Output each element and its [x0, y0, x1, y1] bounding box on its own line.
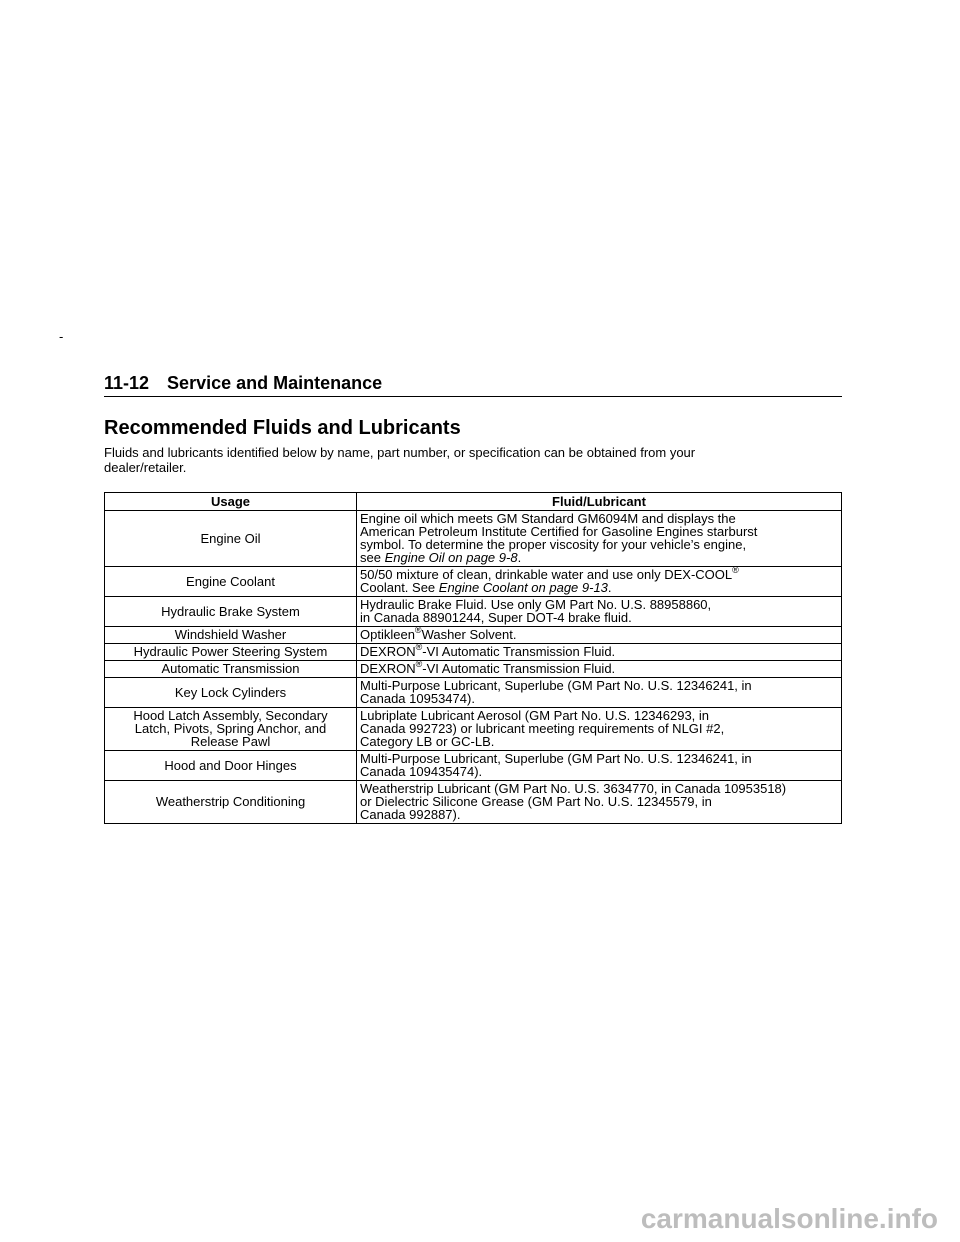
fluid-line: Multi-Purpose Lubricant, Superlube (GM Part No. U.S. 12346241, in [360, 678, 752, 693]
fluid-line [360, 641, 838, 659]
fluid-line: Multi-Purpose Lubricant, Superlube (GM Part No. U.S. 12346241, in [360, 751, 752, 766]
usage-cell: Hood and Door Hinges [105, 751, 357, 781]
see-text: see [360, 550, 385, 565]
fluid-text: Coolant. See [360, 580, 439, 595]
fluid-cell [357, 751, 842, 781]
section-title: Recommended Fluids and Lubricants [104, 417, 461, 439]
table-row [105, 751, 842, 781]
usage-cell: Automatic Transmission [105, 661, 357, 678]
fluid-line: Lubriplate Lubricant Aerosol (GM Part No. U.S. 12346293, in [360, 708, 710, 723]
usage-cell: Key Lock Cylinders [105, 678, 357, 708]
usage-cell [105, 708, 357, 751]
watermark-logo: carmanualsonline.info [640, 1203, 938, 1234]
fluid-line: in Canada 88901244, Super DOT-4 brake fluid. [360, 610, 632, 625]
intro-paragraph [104, 445, 842, 475]
usage-cell: Hydraulic Brake System [105, 597, 357, 627]
intro-line: dealer/retailer. [104, 460, 187, 475]
table-row [105, 567, 842, 597]
fluid-text: DEXRON [360, 644, 416, 659]
registered-mark: ® [732, 564, 739, 575]
period: . [607, 580, 612, 595]
fluid-line: symbol. To determine the proper viscosity for your vehicle’s engine, [360, 537, 747, 552]
usage-cell: Weatherstrip Conditioning [105, 781, 357, 824]
fluid-line [360, 551, 838, 564]
fluid-text: Washer Solvent. [421, 627, 517, 642]
table-row [105, 644, 842, 661]
fluid-cell [357, 564, 842, 597]
fluid-cell [357, 511, 842, 567]
fluid-line: Canada 992723) or lubricant meeting requirements of NLGI #2, [360, 721, 725, 736]
fluids-table [104, 492, 842, 824]
fluid-cell [357, 624, 842, 644]
fluid-line [360, 624, 838, 642]
period: . [517, 550, 522, 565]
table-row [105, 597, 842, 627]
usage-line: Release Pawl [190, 734, 271, 749]
section-name: Service and Maintenance [167, 373, 383, 393]
usage-line: Latch, Pivots, Spring Anchor, and [134, 721, 327, 736]
usage-line: Hood Latch Assembly, Secondary [133, 708, 328, 723]
fluid-text: DEXRON [360, 661, 416, 676]
usage-cell: Engine Coolant [105, 567, 357, 597]
fluid-line: Engine oil which meets GM Standard GM6094M and displays the [360, 511, 736, 526]
fluid-line [360, 581, 838, 594]
fluid-line: American Petroleum Institute Certified for Gasoline Engines starburst [360, 524, 758, 539]
usage-cell: Engine Oil [105, 511, 357, 567]
page-reference: Engine Coolant on page 9-13 [438, 580, 608, 595]
fluid-text: -VI Automatic Transmission Fluid. [422, 661, 616, 676]
table-row [105, 678, 842, 708]
table-row [105, 781, 842, 824]
fluid-line: or Dielectric Silicone Grease (GM Part No. U.S. 12345579, in [360, 794, 712, 809]
fluid-cell [357, 641, 842, 661]
table-row [105, 708, 842, 751]
fluid-line: Weatherstrip Lubricant (GM Part No. U.S. 3634770, in Canada 10953518) [360, 781, 787, 796]
page-number: 11-12 [104, 373, 150, 393]
registered-mark: ® [415, 641, 423, 652]
fluid-line: Category LB or GC-LB. [360, 734, 495, 749]
registered-mark: ® [415, 658, 423, 669]
fluid-line: Canada 992887). [360, 807, 461, 822]
fluid-text: -VI Automatic Transmission Fluid. [422, 644, 616, 659]
fluid-cell [357, 658, 842, 678]
fluid-cell [357, 678, 842, 708]
fluid-text: 50/50 mixture of clean, drinkable water and use only DEX-COOL [360, 567, 733, 582]
corner-mark: - [59, 329, 64, 344]
fluid-text: Optikleen [360, 627, 415, 642]
fluid-line: Hydraulic Brake Fluid. Use only GM Part No. U.S. 88958860, [360, 597, 712, 612]
intro-line: Fluids and lubricants identified below by name, part number, or specification can be obtained from your [104, 445, 696, 460]
table-row [105, 511, 842, 567]
table-header-row [105, 493, 842, 511]
table-row [105, 661, 842, 678]
fluid-cell [357, 781, 842, 824]
page-reference: Engine Oil on page 9-8 [384, 550, 518, 565]
fluid-line: Canada 10953474). [360, 691, 475, 706]
usage-column-header: Usage [105, 493, 357, 511]
usage-cell: Hydraulic Power Steering System [105, 644, 357, 661]
fluid-line [360, 658, 838, 676]
registered-mark: ® [414, 624, 422, 635]
page-header [104, 373, 842, 397]
fluid-cell [357, 708, 842, 751]
fluid-column-header: Fluid/Lubricant [357, 493, 842, 511]
usage-cell: Windshield Washer [105, 627, 357, 644]
fluid-line: Canada 109435474). [360, 764, 483, 779]
table-row [105, 627, 842, 644]
fluid-cell [357, 597, 842, 627]
